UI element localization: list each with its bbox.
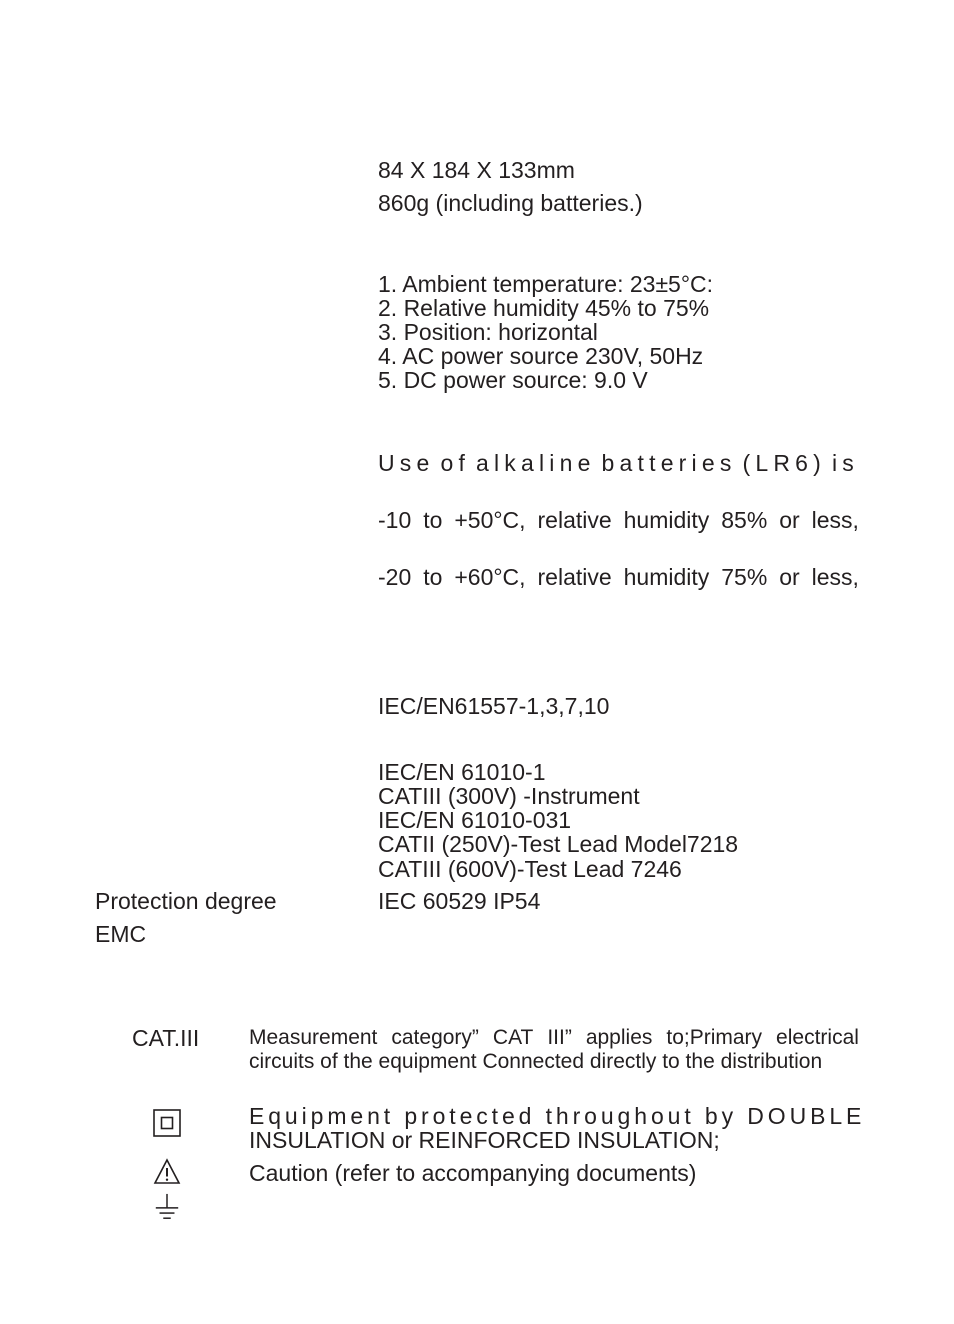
reference-condition-1: 1. Ambient temperature: 23±5°C: (378, 271, 714, 297)
protection-degree-label: Protection degree (95, 888, 277, 914)
cat-iii-description (249, 1026, 859, 1074)
safety-standard-3: IEC/EN 61010-031 (378, 807, 572, 833)
protection-degree-value: IEC 60529 IP54 (378, 888, 541, 914)
operating-conditions: -10 to +50°C, relative humidity 85% or less, (378, 507, 859, 533)
cat-iii-description-line-2: circuits of the equipment Connected directly to the distribution (249, 1050, 823, 1073)
reference-condition-2: 2. Relative humidity 45% to 75% (378, 295, 710, 321)
double-insulation-icon (153, 1109, 181, 1137)
caution-icon (153, 1158, 181, 1186)
dimensions-value: 84 X 184 X 133mm (378, 157, 575, 183)
reference-condition-3: 3. Position: horizontal (378, 319, 598, 345)
cat-iii-description-line-1: Measurement category” CAT III” applies to;Primary electrical (249, 1026, 859, 1049)
emc-label: EMC (95, 921, 147, 947)
reference-condition-5: 5. DC power source: 9.0 V (378, 367, 648, 393)
battery-note: Use of alkaline batteries (LR6) is (378, 450, 859, 476)
safety-standard-2: CATIII (300V) -Instrument (378, 783, 640, 809)
reference-condition-4: 4. AC power source 230V, 50Hz (378, 343, 704, 369)
weight-value: 860g (including batteries.) (378, 190, 643, 216)
caution-description: Caution (refer to accompanying documents) (249, 1160, 697, 1186)
cat-iii-label: CAT.III (132, 1025, 200, 1051)
safety-standard-5: CATIII (600V)-Test Lead 7246 (378, 856, 682, 882)
double-insulation-line-1: Equipment protected throughout by DOUBLE (249, 1103, 866, 1129)
emc-standard-value: IEC/EN61557-1,3,7,10 (378, 693, 610, 719)
double-insulation-line-2: INSULATION or REINFORCED INSULATION; (249, 1127, 720, 1153)
double-insulation-description (249, 1103, 866, 1153)
ground-icon (153, 1193, 181, 1221)
storage-conditions: -20 to +60°C, relative humidity 75% or less, (378, 564, 859, 590)
safety-standard-1: IEC/EN 61010-1 (378, 759, 546, 785)
safety-standard-4: CATII (250V)-Test Lead Model7218 (378, 831, 739, 857)
